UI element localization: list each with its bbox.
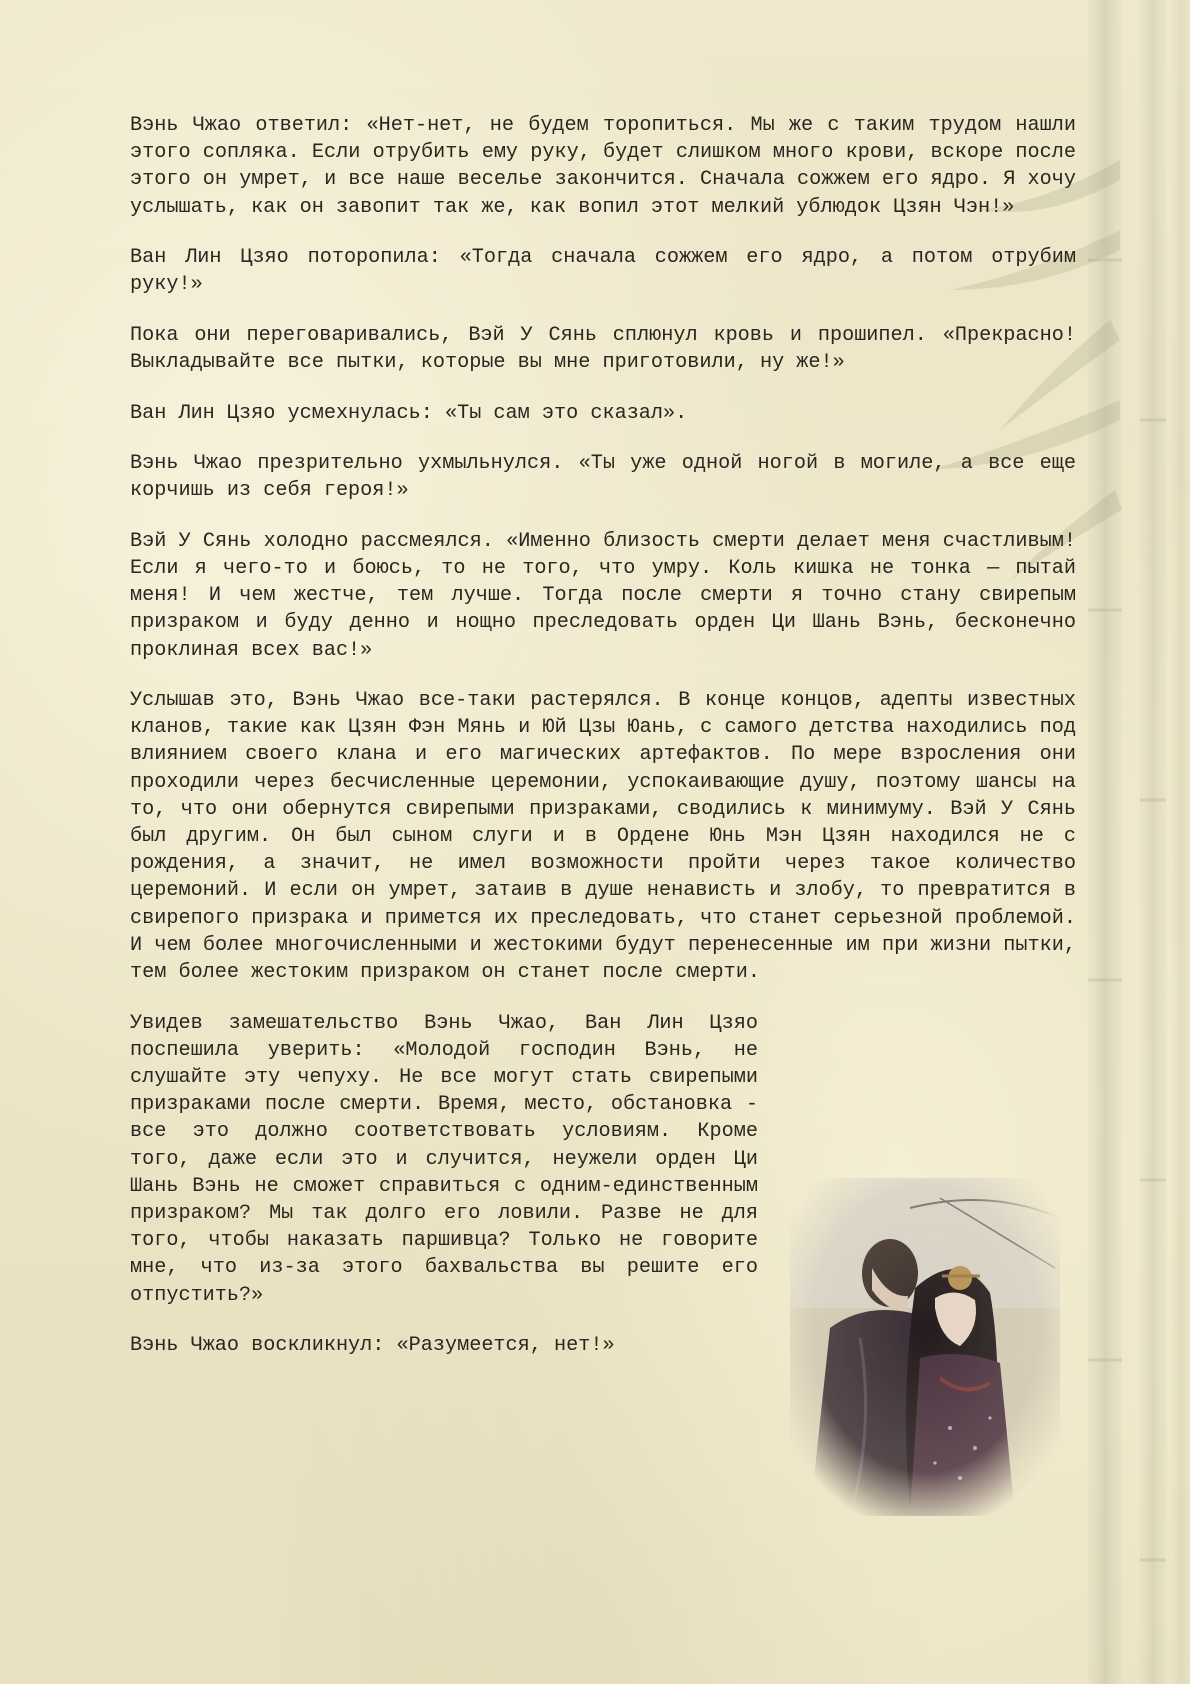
paragraph: Ван Лин Цзяо усмехнулась: «Ты сам это сказал». — [130, 401, 688, 425]
paragraph: Вэй У Сянь холодно рассмеялся. «Именно близость смерти делает меня счастливым! Если я чего-то и боюсь, то не того, что умру. Коль кишка не тонка — пытай меня! И чем жестче, тем лучше. Тогда после смерти я точно стану свирепым призраком и буду денно и нощно преследовать орден Ци Шань Вэнь, бесконечно проклиная всех вас!» — [130, 529, 1076, 662]
wrapped-text-block — [130, 1010, 1076, 1360]
paragraph: Вэнь Чжао воскликнул: «Разумеется, нет!» — [130, 1334, 615, 1358]
paragraph: Пока они переговаривались, Вэй У Сянь сплюнул кровь и прошипел. «Прекрасно! Выкладывайте все пытки, которые вы мне приготовили, ну же!» — [130, 323, 1076, 375]
paragraph: Вэнь Чжао презрительно ухмыльнулся. «Ты уже одной ногой в могиле, а все еще корчишь из себя героя!» — [130, 452, 1076, 503]
document-body — [130, 112, 1076, 1383]
bamboo-background — [1070, 0, 1190, 1684]
paragraph: Увидев замешательство Вэнь Чжао, Ван Лин Цзяо поспешила уверить: «Молодой господин Вэнь, не слушайте эту чепуху. Не все могут стать свирепыми призраками после смерти. Время, место, обстановка - все это должно соответствовать условиям. Кроме того, даже если это и случится, неужели орден Ци Шань Вэнь не сможет справиться с одним-единственным призраком? Мы так долго его ловили. Разве не для того, чтобы наказать паршивца? Только не говорите мне, что из-за этого бахвальства вы решите его отпустить?» — [130, 1011, 758, 1307]
paragraph: Вэнь Чжао ответил: «Нет-нет, не будем торопиться. Мы же с таким трудом нашли этого сопляка. Если отрубить ему руку, будет слишком много крови, вскоре после этого он умрет, и все наше веселье закончится. Сначала сожжем его ядро. Я хочу услышать, как он завопит так же, как вопил этот мелкий ублюдок Цзян Чэн!» — [130, 114, 1076, 219]
paragraph: Услышав это, Вэнь Чжао все-таки растерялся. В конце концов, адепты известных кланов, такие как Цзян Фэн Мянь и Юй Цзы Юань, с самого детства находились под влиянием своего клана и его магических артефактов. По мере взросления они проходили через бесчисленные церемонии, успокаивающие душу, поэтому шансы на то, что они обернутся свирепыми призраками, сводились к минимуму. Вэй У Сянь был другим. Он был сыном слуги и в Ордене Юнь Мэн Цзян находился не с рождения, а значит, не имел возможности пройти через такое количество церемоний. И если он умрет, затаив в душе ненависть и злобу, то превратится в свирепого призрака и примется их преследовать, что станет серьезной проблемой. И чем более многочисленными и жестокими будут перенесенные им при жизни пытки, тем более жестоким призраком он станет после смерти. — [130, 689, 1076, 985]
paragraph: Ван Лин Цзяо поторопила: «Тогда сначала сожжем его ядро, а потом отрубим руку!» — [130, 246, 1076, 297]
